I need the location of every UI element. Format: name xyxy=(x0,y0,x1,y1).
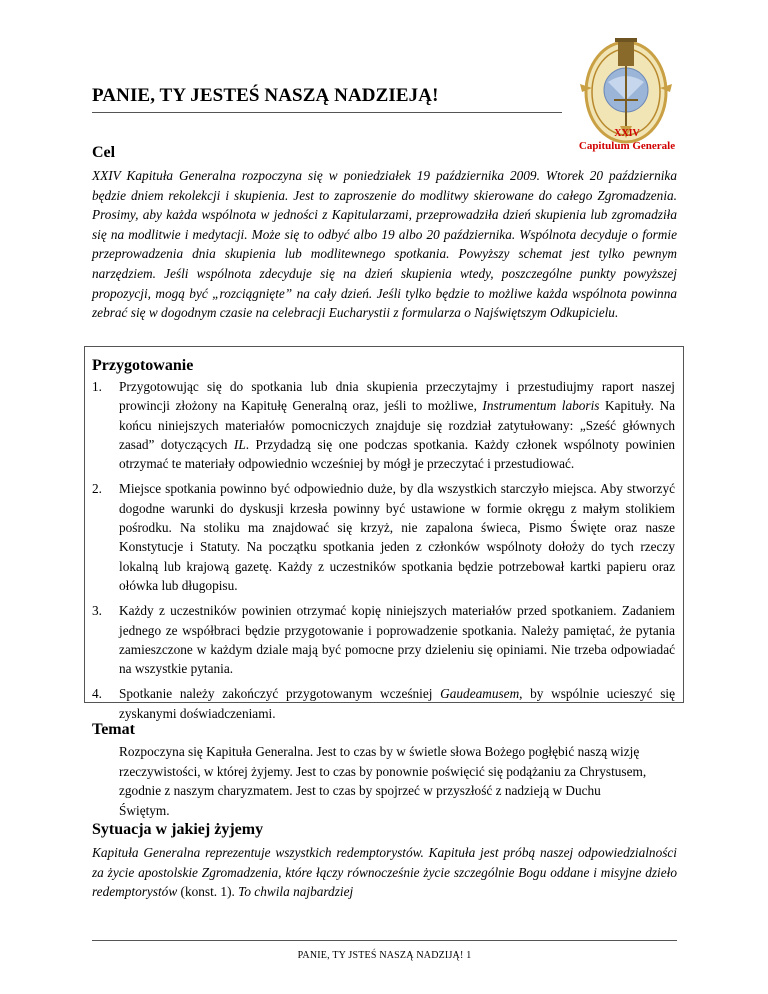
list-item xyxy=(92,601,675,678)
sytuacja-heading: Sytuacja w jakiej żyjemy xyxy=(92,821,264,838)
list-item-text: , by wspólnie ucieszyć się zyskanymi doświadczeniami. xyxy=(119,686,676,721)
sytuacja-reference: (konst. 1). xyxy=(177,884,235,900)
list-item-text: Spotkanie należy zakończyć przygotowanym wcześniej xyxy=(119,686,441,702)
logo-number: XXIV xyxy=(614,128,640,139)
list-item-italic: IL xyxy=(233,436,246,452)
preparation-heading: Przygotowanie xyxy=(92,357,194,374)
preparation-list xyxy=(92,377,675,729)
list-item-text: . Przydadzą się one podczas spotkania. Każdy członek wspólnoty powinien otrzymać te materiały odpowiednio wcześniej by mógł je przeczytać i przestudiować. xyxy=(119,436,675,472)
list-item-number: 4. xyxy=(92,686,102,702)
temat-heading: Temat xyxy=(92,721,135,738)
list-item-number: 1. xyxy=(92,379,102,394)
list-item-text: Kapituły. Na końcu niniejszych materiałów pomocniczych znajduje się rozdział zatytułowany: „Sześć głównych zasad” dotyczących xyxy=(119,398,675,452)
page-title: PANIE, TY JESTEŚ NASZĄ NADZIEJĄ! xyxy=(92,85,562,113)
page-footer: PANIE, TY JSTEŚ NASZĄ NADZIJĄ! 1 xyxy=(297,950,472,961)
list-item-number: 2. xyxy=(92,481,102,497)
list-item-number: 3. xyxy=(92,603,102,619)
list-item xyxy=(92,377,675,473)
sytuacja-text: Kapituła Generalna reprezentuje wszystkich redemptorystów. Kapituła jest próbą naszej odpowiedzialności za życie apostolskie Zgromadzenia, które łączy równocześnie życie szczególnie Bogu oddane i misyjne dzieło redemptorystów xyxy=(92,845,677,900)
sytuacja-paragraph xyxy=(92,843,677,902)
temat-paragraph: Rozpoczyna się Kapituła Generalna. Jest to czas by w świetle słowa Bożego pogłębić naszą wizję rzeczywistości, w której żyjemy. Jest to czas by ponownie poświęcić się podążaniu za Chrystusem, zgodnie z naszym charyzmatem. Jest to czas by spojrzeć w przyszłość z nadzieją w Duchu Świętym. xyxy=(119,744,647,818)
list-item-text: Każdy z uczestników powinien otrzymać kopię niniejszych materiałów przed spotkaniem. Zadaniem jednego ze współbraci będzie przygotowanie i poprowadzenie spotkania. Należy pamiętać, że pytania zamieszczone w każdym dziale mają być pomocne przy dzieleniu się opiniami. Nie trzeba odpowiadać na wszystkie pytania. xyxy=(119,603,675,677)
list-item-italic: Gaudeamusem xyxy=(440,686,520,702)
list-item-italic: Instrumentum laboris xyxy=(482,398,600,414)
list-item-text: Miejsce spotkania powinno być odpowiednio duże, by dla wszystkich starczyło miejsca. Aby stworzyć dogodne warunki do dyskusji krzesła powinny być ustawione w formie okręgu z małym stolikiem pośrodku. Na stoliku ma znajdować się krzyż, nie zapalona świeca, Pismo Święte oraz nasze Konstytucje i Statuty. Na początku spotkania jeden z członków wspólnoty dołoży do tych rzeczy lokalną lub krajową gazetę. Każdy z uczestników spotkania będzie potrzebował kartki papieru oraz ołówka lub długopisu. xyxy=(119,481,675,593)
logo-label: Capitulum Generale xyxy=(578,140,676,152)
list-item xyxy=(92,479,675,595)
list-item xyxy=(92,684,675,723)
sytuacja-text: To chwila najbardziej xyxy=(234,884,354,900)
cel-heading: Cel xyxy=(92,144,116,161)
cel-paragraph: XXIV Kapituła Generalna rozpoczyna się w poniedziałek 19 października 2009. Wtorek 20 października będzie dniem rekolekcji i skupienia. Jest to zaproszenie do modlitwy skierowane do całego Zgromadzenia. Prosimy, aby każda wspólnota w jedności z Kapitularzami, przeprowadziła dzień skupienia lub zgromadziła się na modlitwie i medytacji. Może się to odbyć albo 19 albo 20 października. Wspólnota decyduje o formie przeprowadzenia dnia skupienia lub modlitewnego spotkania. Powyższy schemat jest tylko pewnym narzędziem. Jeśli wspólnota zdecyduje się na dzień skupienia wtedy, poszczególne punkty powyższej propozycji, mogą być „rozciągnięte” na cały dzień. Jeśli tylko będzie to możliwe każda wspólnota powinna zebrać się w dogodnym czasie na celebracji Eucharystii z formularza o Najświętszym Odkupicielu. xyxy=(92,168,677,321)
footer-divider xyxy=(92,940,677,941)
list-item-text: Przygotowując się do spotkania lub dnia skupienia przeczytajmy i przestudiujmy raport naszej prowincji złożony na Kapitułę Generalną oraz, jeśli to możliwe, xyxy=(119,379,675,414)
